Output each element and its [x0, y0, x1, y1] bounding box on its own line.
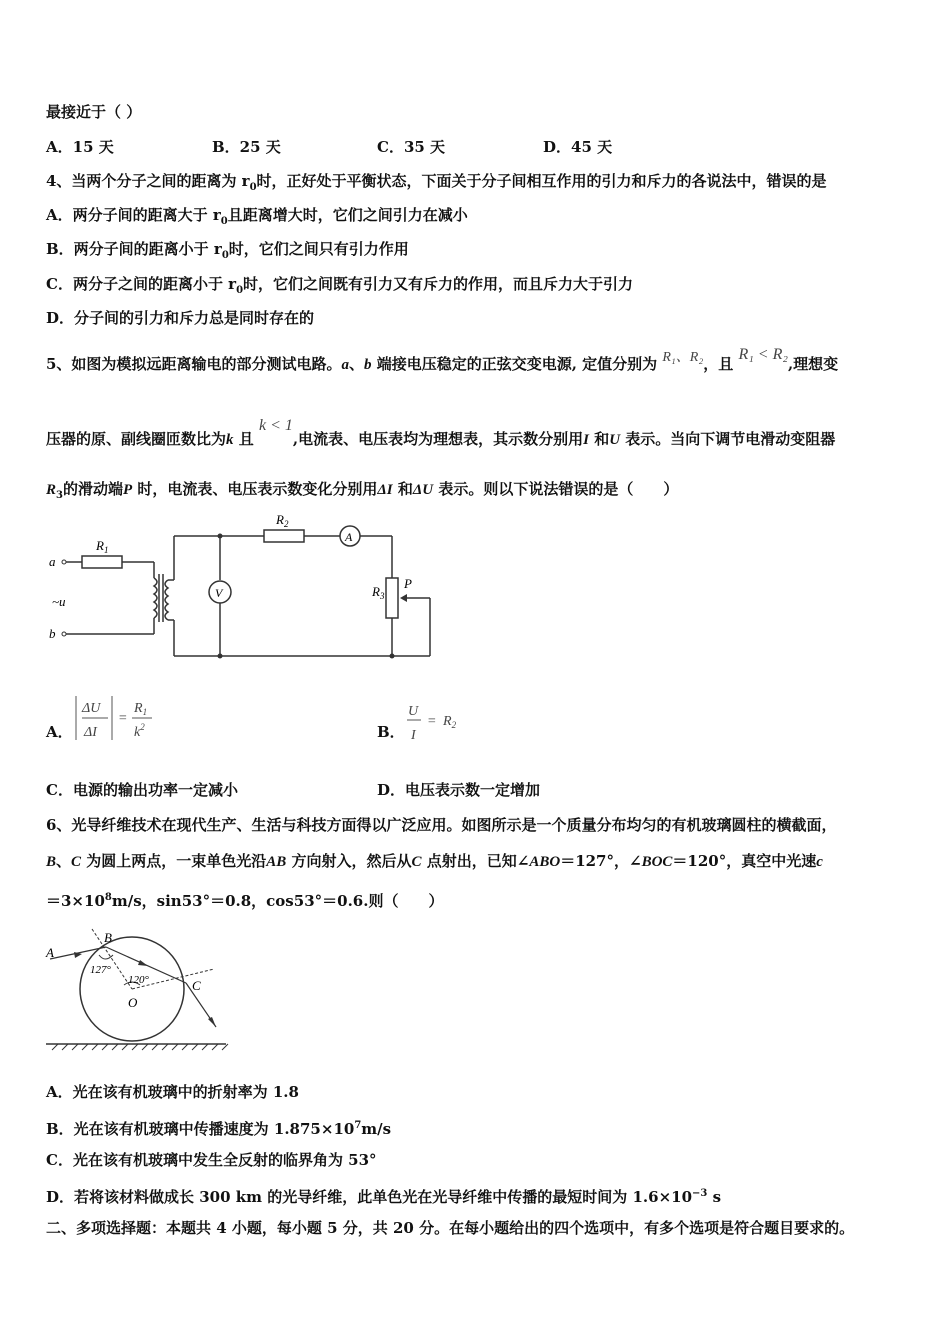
q5-option-a[interactable]: A． [46, 723, 73, 741]
terminal-b-label: b [49, 626, 56, 641]
q4-option-c[interactable]: C．两分子之间的距离小于 $r_0$时，它们之间既有引力又有斥力的作用，而且斥力大于引力 [46, 275, 634, 296]
point-a-label: A [46, 945, 54, 960]
q6-option-c[interactable]: C．光在该有机玻璃中发生全反射的临界角为 53° [46, 1151, 377, 1169]
q4-option-a[interactable]: A．两分子间的距离大于 $r_0$且距离增大时，它们之间引力在减小 [46, 206, 468, 227]
q5-option-b[interactable]: B． [377, 723, 405, 741]
r1-label: $R_1$ [96, 538, 109, 555]
q6-option-a[interactable]: A．光在该有机玻璃中的折射率为 1.8 [46, 1083, 299, 1101]
q4-stem: 4、当两个分子之间的距离为 $r_0$时，正好处于平衡状态，下面关于分子间相互作用的引力和斥力的各说法中，错误的是 [46, 172, 827, 193]
q6-option-d[interactable]: D．若将该材料做成长 300 km 的光导纤维，此单色光在光导纤维中传播的最短时间为 $1.6\times 10^{-3}$ s [46, 1188, 722, 1206]
r3-label: $R_3$ [372, 584, 385, 601]
q3-option-b[interactable]: B．25 天 [212, 138, 281, 156]
q4-option-b[interactable]: B．两分子间的距离小于 $r_0$时，它们之间只有引力作用 [46, 240, 409, 261]
angle-127-label: 127° [90, 964, 111, 976]
q3-option-c[interactable]: C．35 天 [377, 138, 446, 156]
r1-r2-formula: R₁、R₂ [662, 350, 704, 365]
svg-text:=: = [427, 714, 437, 729]
q6-stem-line3: $=3\times 10^8m/s$，sin53°＝0.8，cos53°＝0.6.则（ ） [46, 892, 444, 910]
q5-option-c[interactable]: C．电源的输出功率一定减小 [46, 781, 238, 799]
q5-stem-line3: $R_3$的滑动端P 时，电流表、电压表示数变化分别用ΔI 和ΔU 表示。则以下说法错误的是（ ） [46, 480, 679, 501]
k-lt-1-formula: k < 1 [258, 417, 293, 434]
point-c-label: C [192, 978, 201, 993]
q4-option-d[interactable]: D．分子间的引力和斥力总是同时存在的 [46, 309, 315, 327]
svg-text:=: = [118, 711, 128, 726]
q5-option-b-formula [403, 698, 473, 746]
delta-u-text: ΔU [82, 701, 101, 716]
q6-stem-line2: B、C 为圆上两点，一束单色光沿AB 方向射入，然后从C 点射出，已知∠ABO＝127°，∠BOC＝120°，真空中光速c [46, 852, 823, 870]
q3-option-a[interactable]: A．15 天 [46, 138, 114, 156]
q5-stem-line1: 5、如图为模拟远距离输电的部分测试电路。a、b 端接电压稳定的正弦交变电源, 定值分别为 R₁、R₂，且 R₁ < R₂,理想变 [46, 346, 839, 373]
q6-stem-line1: 6、光导纤维技术在现代生产、生活与科技方面得以广泛应用。如图所示是一个质量分布均匀的有机玻璃圆柱的横截面， [46, 816, 837, 834]
svg-text:R2: $R_2$ [443, 714, 457, 730]
r1-lt-r2-formula: R₁ < R₂ [738, 346, 788, 363]
terminal-a-label: a [49, 554, 56, 569]
i-text: I [411, 728, 416, 743]
u-text: U [408, 704, 419, 719]
delta-i-text: ΔI [84, 725, 97, 740]
ammeter-icon: A [345, 530, 353, 544]
voltmeter-icon: V [215, 586, 223, 600]
angle-120-label: 120° [128, 974, 149, 986]
q3-stem-tail: 最接近于（ ） [46, 103, 142, 121]
slider-p-label: P [404, 576, 412, 591]
svg-text:k2: $k^2$ [134, 722, 145, 740]
section-2-heading: 二、多项选择题：本题共 4 小题，每小题 5 分，共 20 分。在每小题给出的四个选项中，有多个选项是符合题目要求的。 [46, 1219, 855, 1237]
q5-stem-line2: 压器的原、副线圈匝数比为k 且 k < 1,电流表、电压表均为理想表，其示数分别用I 和U 表示。当向下调节电滑动变阻器 [46, 417, 836, 448]
r2-label: $R_2$ [276, 512, 289, 529]
point-b-label: B [104, 930, 112, 945]
q5-option-d[interactable]: D．电压表示数一定增加 [377, 781, 541, 799]
center-o-label: O [128, 995, 138, 1010]
q6-option-b[interactable]: B．光在该有机玻璃中传播速度为 $1.875\times 10^7m/s$ [46, 1120, 392, 1138]
q3-option-d[interactable]: D．45 天 [543, 138, 613, 156]
fiber-cross-section-diagram [44, 925, 234, 1057]
svg-text:R1: $R_1$ [134, 701, 148, 717]
circuit-diagram [44, 508, 444, 668]
q5-option-a-formula [72, 692, 162, 744]
source-u-label: ~u [52, 594, 66, 609]
